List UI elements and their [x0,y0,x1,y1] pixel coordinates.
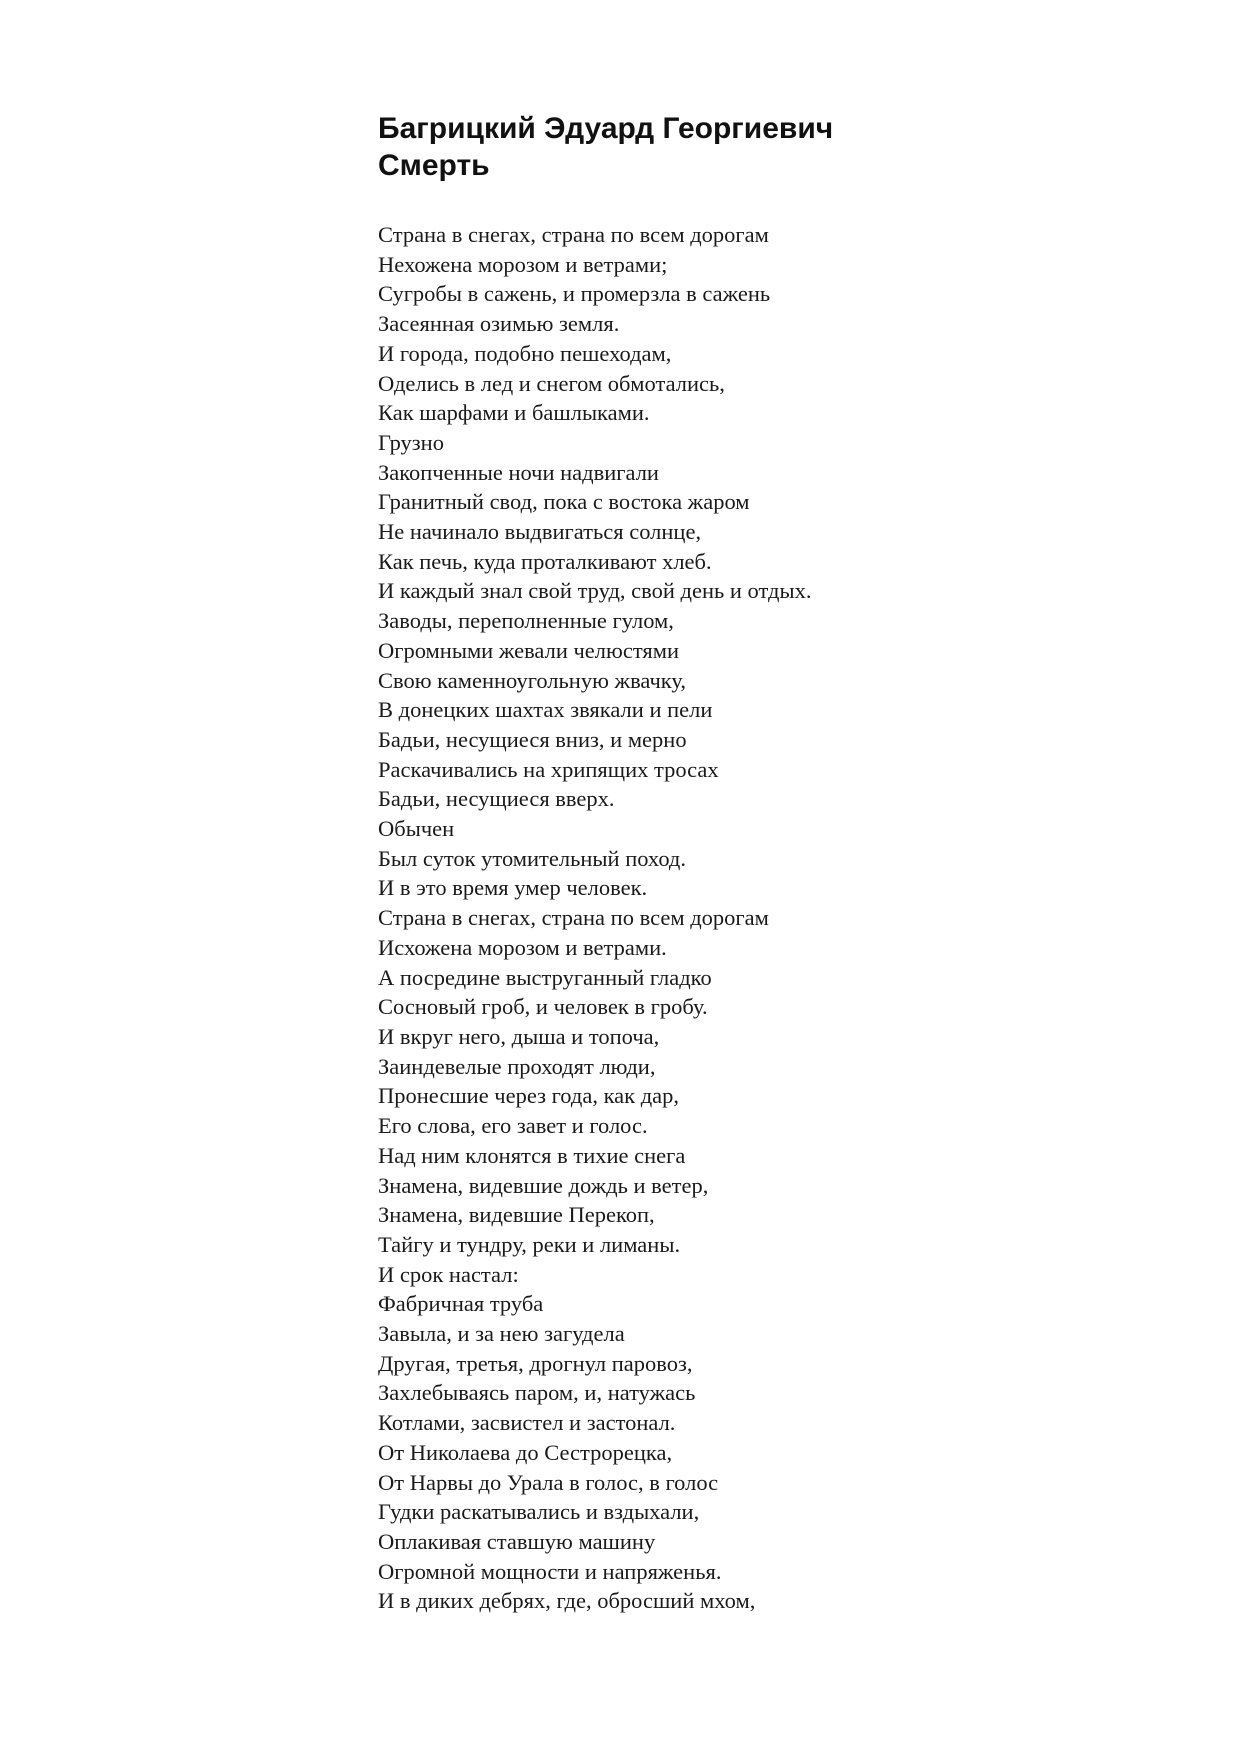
poem-line: Оплакивая ставшую машину [378,1528,656,1554]
poem-line: И срок настал: [378,1261,519,1287]
document-page [378,110,1198,1616]
poem-line: А посредине выструганный гладко [378,964,712,990]
poem-line: И вкруг него, дыша и топоча, [378,1023,660,1049]
poem-line: Был суток утомительный поход. [378,845,686,871]
poem-line: Засеянная озимью земля. [378,311,620,337]
poem-line: Гранитный свод, пока с востока жаром [378,489,750,515]
poem-line: Свою каменноугольную жвачку, [378,667,687,693]
poem-line: Как шарфами и башлыками. [378,400,650,426]
poem-line: Бадьи, несущиеся вверх. [378,786,615,812]
poem-line: Знамена, видевшие Перекоп, [378,1202,655,1228]
poem-line: Сосновый гроб, и человек в гробу. [378,994,708,1020]
document-heading [378,110,1198,184]
poem-line: Его слова, его завет и голос. [378,1113,648,1139]
poem-line: Страна в снегах, страна по всем дорогам [378,222,769,247]
poem-line: Обычен [378,816,455,842]
poem-line: Огромными жевали челюстями [378,637,679,663]
poem-line: От Николаева до Сестрорецка, [378,1439,673,1465]
poem-line: Закопченные ночи надвигали [378,459,659,485]
poem-title: Смерть [378,149,490,182]
poem-line: Заиндевелые проходят люди, [378,1053,656,1079]
poem-line: И каждый знал свой труд, свой день и отдых. [378,578,812,604]
poem-line: Сугробы в сажень, и промерзла в сажень [378,281,771,307]
poem-line: Как печь, куда проталкивают хлеб. [378,548,712,574]
poem-line: Пронесшие через года, как дар, [378,1083,680,1109]
poem-line: Бадьи, несущиеся вниз, и мерно [378,726,687,752]
poem-line: Гудки раскатывались и вздыхали, [378,1499,700,1525]
poem-body [378,220,1198,1616]
poem-line: Страна в снегах, страна по всем дорогам [378,905,769,931]
poem-line: Тайгу и тундру, реки и лиманы. [378,1231,681,1257]
poem-line: Исхожена морозом и ветрами. [378,934,667,960]
poem-line: Фабричная труба [378,1291,544,1317]
poem-line: Заводы, переполненные гулом, [378,608,674,634]
poem-line: Другая, третья, дрогнул паровоз, [378,1350,693,1376]
poem-line: Оделись в лед и снегом обмотались, [378,370,725,396]
poem-line: Знамена, видевшие дождь и ветер, [378,1172,709,1198]
poem-line: И в это время умер человек. [378,875,648,901]
poem-line: И города, подобно пешеходам, [378,340,672,366]
poem-line: От Нарвы до Урала в голос, в голос [378,1469,719,1495]
poem-line: Огромной мощности и напряженья. [378,1558,722,1584]
poem-line: Захлебываясь паром, и, натужась [378,1380,696,1406]
poem-line: Завыла, и за нею загудела [378,1321,625,1347]
poem-line: В донецких шахтах звякали и пели [378,697,713,723]
poem-line: И в диких дебрях, где, обросший мхом, [378,1588,756,1614]
author-name: Багрицкий Эдуард Георгиевич [378,112,834,145]
poem-line: Раскачивались на хрипящих тросах [378,756,719,782]
poem-line: Котлами, засвистел и застонал. [378,1410,676,1436]
poem-line: Грузно [378,429,444,455]
poem-line: Над ним клонятся в тихие снега [378,1142,686,1168]
poem-line: Не начинало выдвигаться солнце, [378,519,702,545]
poem-line: Нехожена морозом и ветрами; [378,251,668,277]
